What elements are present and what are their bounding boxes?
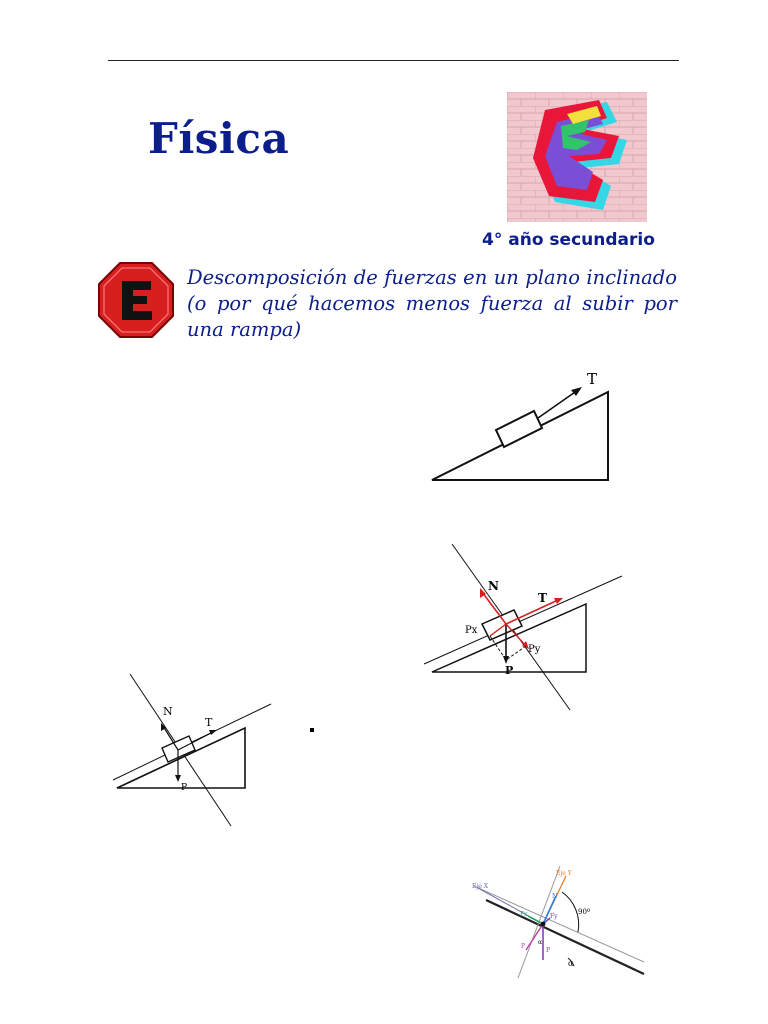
incline-diagram-3 (105, 670, 280, 830)
pa-label: P (521, 943, 526, 950)
section-subtitle: Descomposición de fuerzas en un plano inclinado (o por qué hacemos menos fuerza al subir por una rampa) (187, 266, 677, 341)
alpha-label: α (568, 959, 574, 968)
tension-label: T (587, 370, 598, 388)
normal-label: N (552, 893, 558, 900)
stop-sign-e-icon (97, 261, 175, 339)
grade-label: 4° año secundario (482, 230, 655, 250)
incline-diagram-4 (468, 866, 648, 978)
top-rule (108, 60, 679, 61)
tension-label: T (538, 591, 547, 605)
weight-label: P (181, 783, 188, 793)
weight-label: P (505, 664, 514, 677)
angle-90-label: 90º (578, 908, 591, 916)
incline-diagram-2 (418, 540, 628, 715)
py-label: Py (528, 644, 541, 655)
normal-label: N (488, 579, 499, 593)
page-title: Física (148, 114, 290, 163)
e-3d-logo-icon (507, 92, 647, 222)
incline-diagram-1 (420, 360, 620, 490)
alpha2-label: α (538, 939, 543, 946)
stray-dot (310, 728, 314, 732)
normal-label: N (163, 705, 173, 718)
axis-y-label: Eje Y (556, 870, 572, 877)
fx-label: Fx (520, 911, 528, 918)
fy-label: Fy (550, 913, 558, 920)
tension-label: T (205, 716, 213, 729)
axis-x-label: Eje X (472, 883, 488, 890)
px-label: Px (465, 625, 478, 636)
weight-label: P (546, 947, 551, 954)
